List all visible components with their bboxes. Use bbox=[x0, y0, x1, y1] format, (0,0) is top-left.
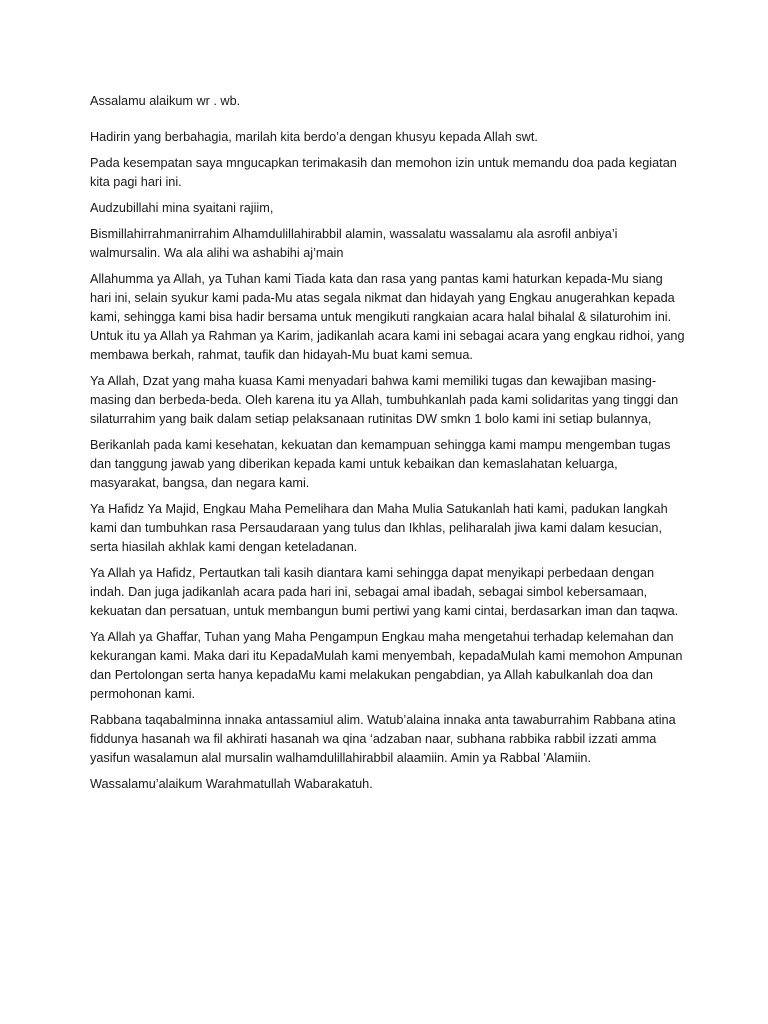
paragraph-thanks: Pada kesempatan saya mngucapkan terimakasih dan memohon izin untuk memandu doa pada kegiatan kita pagi hari ini. bbox=[90, 156, 677, 189]
paragraph-affection: Ya Allah ya Hafidz, Pertautkan tali kasih diantara kami sehingga dapat menyikapi perbedaan dengan indah. Dan juga jadikanlah acara pada hari ini, sebagai amal ibadah, sebagai simbol kebersamaan, kekuatan dan persatuan, untuk membangun bumi pertiwi yang kami cintai, berdasarkan iman dan taqwa. bbox=[90, 566, 679, 618]
greeting-opening: Assalamu alaikum wr . wb. bbox=[90, 94, 241, 108]
greeting-closing: Wassalamu’alaikum Warahmatullah Wabarakatuh. bbox=[90, 777, 373, 791]
paragraph-gratitude: Allahumma ya Allah, ya Tuhan kami Tiada kata dan rasa yang pantas kami haturkan kepada-Mu siang hari ini, selain syukur kami pada-Mu atas segala nikmat dan hidayah yang Engkau anugerahkan kepada kami, sehingga kami bisa hadir bersama untuk mengikuti rangkaian acara halal bihalal & silaturohim ini. Untuk itu ya Allah ya Rahman ya Karim, jadikanlah acara kami ini sebagai acara yang engkau ridhoi, yang membawa berkah, rahmat, taufik dan hidayah-Mu buat kami semua. bbox=[90, 272, 685, 362]
paragraph-forgiveness: Ya Allah ya Ghaffar, Tuhan yang Maha Pengampun Engkau maha mengetahui terhadap kelemahan dan kekurangan kami. Maka dari itu KepadaMulah kami menyembah, kepadaMulah kami memohon Ampunan dan Pertolongan serta hanya kepadaMu kami melakukan pengabdian, ya Allah kabulkanlah doa dan permohonan kami. bbox=[90, 630, 683, 701]
paragraph-duties: Ya Allah, Dzat yang maha kuasa Kami menyadari bahwa kami memiliki tugas dan kewajiban masing-masing dan berbeda-beda. Oleh karena itu ya Allah, tumbuhkanlah pada kami solidaritas yang tinggi dan silaturrahim yang baik dalam setiap pelaksanaan rutinitas DW smkn 1 bolo kami ini setiap bulannya, bbox=[90, 374, 679, 426]
paragraph-closing-prayer: Rabbana taqabalminna innaka antassamiul alim. Watub’alaina innaka anta tawaburrahim Rabbana atina fiddunya hasanah wa fil akhirati hasanah wa qina ‘adzaban naar, subhana rabbika rabbil izzati amma yasifun wasalamun alal mursalin walhamdulillahirabbil alaamiin. Amin ya Rabbal 'Alamiin. bbox=[90, 713, 676, 765]
paragraph-taawudz: Audzubillahi mina syaitani rajiim, bbox=[90, 201, 274, 215]
paragraph-unity: Ya Hafidz Ya Majid, Engkau Maha Pemelihara dan Maha Mulia Satukanlah hati kami, padukan langkah kami dan tumbuhkan rasa Persaudaraan yang tulus dan Ikhlas, peliharalah jiwa kami dalam kesucian, serta hiasilah akhlak kami dengan keteladanan. bbox=[90, 502, 668, 554]
paragraph-basmalah: Bismillahirrahmanirrahim Alhamdulillahirabbil alamin, wassalatu wassalamu ala asrofil anbiya’i walmursalin. Wa ala alihi wa ashabihi aj’main bbox=[90, 227, 618, 260]
paragraph-invitation: Hadirin yang berbahagia, marilah kita berdo’a dengan khusyu kepada Allah swt. bbox=[90, 130, 538, 144]
paragraph-health: Berikanlah pada kami kesehatan, kekuatan dan kemampuan sehingga kami mampu mengemban tugas dan tanggung jawab yang diberikan kepada kami untuk kebaikan dan kemaslahatan keluarga, masyarakat, bangsa, dan negara kami. bbox=[90, 438, 671, 490]
document-body bbox=[90, 92, 686, 801]
